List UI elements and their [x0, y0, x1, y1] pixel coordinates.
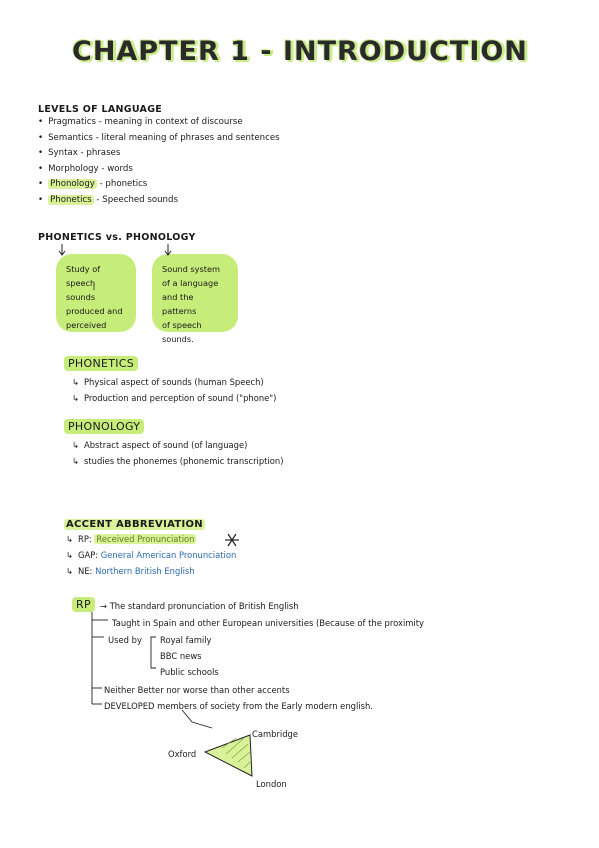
list-item: ↳ Physical aspect of sounds (human Speech)	[72, 374, 276, 390]
phonology-definition-card: Sound system of a language and the patterns of speech sounds.	[152, 254, 238, 332]
list-item: • Syntax - phrases	[38, 146, 280, 162]
comparison-heading: PHONETICS vs. PHONOLOGY	[38, 232, 196, 243]
list-item: Public schools	[160, 667, 219, 677]
accent-heading: ACCENT ABBREVIATION	[66, 519, 203, 530]
list-item: Royal family	[160, 635, 212, 645]
oxford-label: Oxford	[168, 749, 197, 759]
levels-heading: LEVELS OF LANGUAGE	[38, 104, 163, 115]
triangle-shape	[205, 735, 252, 776]
corner-arrow-icon: ↳	[72, 456, 80, 466]
list-item: • Semantics - literal meaning of phrases and sentences	[38, 131, 280, 147]
cambridge-label: Cambridge	[252, 729, 299, 739]
list-item: • Phonetics - Speeched sounds	[38, 193, 280, 209]
list-item: ↳ studies the phonemes (phonemic transcription)	[72, 453, 284, 469]
list-item: ↳ Abstract aspect of sound (of language)	[72, 437, 284, 453]
list-item: ↳ RP: Received Pronunciation	[66, 531, 236, 547]
list-item: • Morphology - words	[38, 162, 280, 178]
london-label: London	[256, 779, 287, 789]
corner-arrow-icon: ↳	[66, 534, 74, 544]
list-item: • Phonology - phonetics	[38, 177, 280, 193]
phonetics-heading: PHONETICS	[64, 357, 138, 370]
list-item: ↳ Production and perception of sound ("phone")	[72, 390, 276, 406]
corner-arrow-icon: ↳	[66, 550, 74, 560]
rp-label: RP	[72, 598, 95, 611]
list-item: • Pragmatics - meaning in context of discourse	[38, 115, 280, 131]
rp-definition: → The standard pronunciation of British English	[100, 601, 299, 611]
list-item: BBC news	[160, 651, 202, 661]
phonology-heading: PHONOLOGY	[64, 420, 144, 433]
rp-neither: Neither Better nor worse than other accents	[104, 685, 290, 695]
rp-developed: DEVELOPED members of society from the Early modern english.	[104, 701, 373, 711]
sparkle-icon	[225, 534, 239, 546]
phonetics-definition-card: Study of speech sounds produced and perceived	[56, 254, 136, 332]
list-item: ↳ GAP: General American Pronunciation	[66, 547, 236, 563]
rp-taught: Taught in Spain and other European universities (Because of the proximity	[112, 618, 424, 628]
page-title: CHAPTER 1 - INTRODUCTION	[72, 36, 528, 67]
corner-arrow-icon: ↳	[72, 393, 80, 403]
corner-arrow-icon: ↳	[72, 440, 80, 450]
corner-arrow-icon: ↳	[72, 377, 80, 387]
list-item: ↳ NE: Northern British English	[66, 563, 236, 579]
rp-used-by-label: Used by	[108, 635, 142, 645]
corner-arrow-icon: ↳	[66, 566, 74, 576]
